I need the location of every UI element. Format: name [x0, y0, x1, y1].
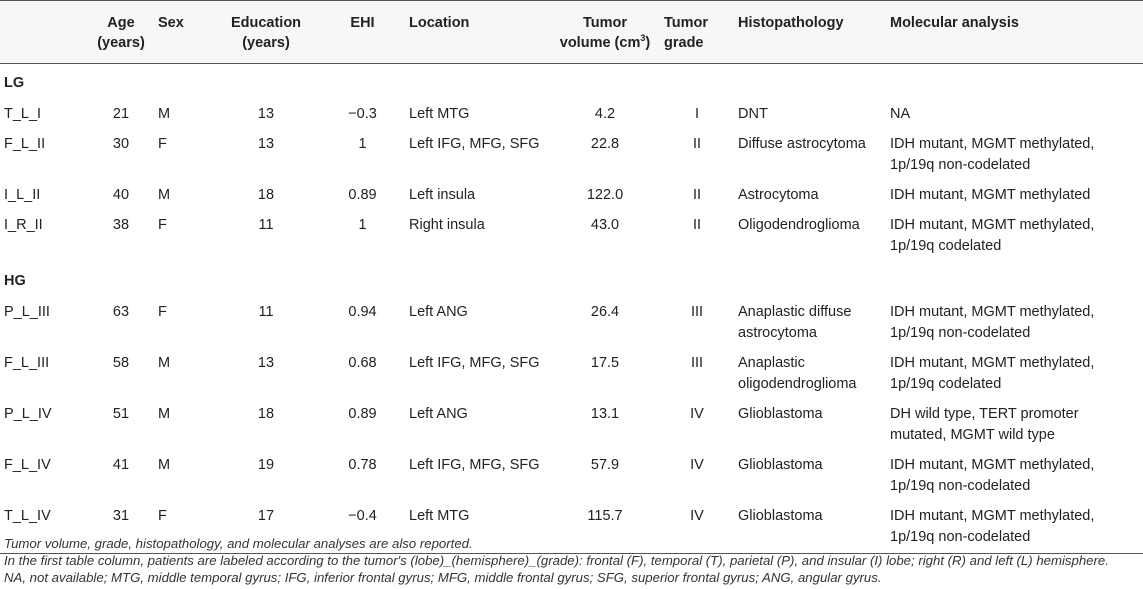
- mol-line-2: mutated, MGMT wild type: [890, 427, 1055, 443]
- cell-volume: 26.4: [590, 304, 620, 320]
- group-label: LG: [4, 75, 25, 91]
- histo-line-2: oligodendroglioma: [738, 376, 857, 392]
- cell-molecular: [886, 400, 1143, 451]
- cell-sex: F: [158, 217, 167, 233]
- cell-grade: I: [694, 106, 700, 122]
- cell-molecular: [886, 349, 1143, 400]
- cell-molecular: [886, 181, 1143, 211]
- cell-patient: F_L_III: [4, 355, 50, 371]
- cell-molecular: [886, 130, 1143, 181]
- cell-volume: 17.5: [590, 355, 620, 371]
- cell-age: 63: [112, 304, 130, 320]
- histo-line-1: Glioblastoma: [738, 457, 823, 473]
- cell-ehi: 0.89: [348, 406, 377, 422]
- header-histopathology: Histopathology: [738, 15, 844, 31]
- mol-line-2: 1p/19q codelated: [890, 238, 1002, 254]
- cell-volume: 43.0: [590, 217, 620, 233]
- footnote: NA, not available; MTG, middle temporal gyrus; IFG, inferior frontal gyrus; MFG, middle frontal gyrus; SFG, superior frontal gyrus; ANG, angular gyrus.: [4, 570, 882, 585]
- histo-line-2: astrocytoma: [738, 325, 817, 341]
- cell-ehi: 0.78: [348, 457, 377, 473]
- group-row: [0, 262, 1143, 298]
- cell-ehi: −0.3: [348, 106, 377, 122]
- cell-volume: 4.2: [594, 106, 616, 122]
- histo-line-1: Diffuse astrocytoma: [738, 136, 866, 152]
- footnote: In the first table column, patients are labeled according to the tumor's (lobe)_(hemisphere)_(grade): frontal (F), temporal (T), parietal (P), and insular (I) lobe; right (R) and left (L) hemisphere.: [4, 553, 1109, 568]
- cell-education: 18: [257, 187, 275, 203]
- histo-line-1: Glioblastoma: [738, 508, 823, 524]
- header-row: [0, 1, 1143, 64]
- cell-location: Left IFG, MFG, SFG: [409, 457, 540, 473]
- cell-grade: II: [692, 136, 702, 152]
- cell-grade: III: [690, 304, 704, 320]
- footnote: Tumor volume, grade, histopathology, and molecular analyses are also reported.: [4, 536, 473, 551]
- cell-histopathology: [734, 349, 886, 400]
- cell-education: 17: [257, 508, 275, 524]
- table-row: [0, 349, 1143, 400]
- cell-education: 13: [257, 106, 275, 122]
- mol-line-1: IDH mutant, MGMT methylated,: [890, 355, 1095, 371]
- cell-grade: III: [690, 355, 704, 371]
- mol-line-2: 1p/19q non-codelated: [890, 157, 1031, 173]
- cell-grade: IV: [690, 457, 704, 473]
- cell-education: 18: [257, 406, 275, 422]
- cell-ehi: 0.68: [348, 355, 377, 371]
- mol-line-1: DH wild type, TERT promoter: [890, 406, 1079, 422]
- cell-histopathology: [734, 181, 886, 211]
- cell-volume: 115.7: [587, 508, 623, 524]
- cell-sex: F: [158, 304, 167, 320]
- mol-line-1: IDH mutant, MGMT methylated: [890, 187, 1091, 203]
- header-age: Age (years): [97, 15, 145, 51]
- cell-ehi: 0.94: [348, 304, 377, 320]
- cell-location: Right insula: [409, 217, 485, 233]
- cell-histopathology: [734, 100, 886, 130]
- mol-line-1: NA: [890, 106, 911, 122]
- cell-molecular: [886, 451, 1143, 502]
- table-row: [0, 130, 1143, 181]
- cell-patient: P_L_IV: [4, 406, 52, 422]
- histo-line-1: Anaplastic: [738, 355, 805, 371]
- histo-line-1: Anaplastic diffuse: [738, 304, 852, 320]
- cell-age: 38: [112, 217, 130, 233]
- header-sex: Sex: [158, 15, 184, 31]
- cell-location: Left ANG: [409, 304, 468, 320]
- cell-patient: I_L_II: [4, 187, 41, 203]
- cell-molecular: [886, 211, 1143, 262]
- cell-patient: F_L_IV: [4, 457, 51, 473]
- header-tumor-grade: Tumor grade: [664, 15, 709, 51]
- cell-molecular: [886, 100, 1143, 130]
- cell-age: 58: [112, 355, 130, 371]
- table-row: [0, 298, 1143, 349]
- cell-patient: P_L_III: [4, 304, 50, 320]
- cell-grade: II: [692, 187, 702, 203]
- cell-education: 11: [258, 304, 274, 320]
- table-row: [0, 100, 1143, 130]
- cell-education: 13: [257, 136, 275, 152]
- cell-grade: IV: [690, 508, 704, 524]
- cell-volume: 22.8: [590, 136, 620, 152]
- table-row: [0, 400, 1143, 451]
- cell-patient: T_L_IV: [4, 508, 51, 524]
- cell-sex: M: [158, 457, 171, 473]
- table-row: [0, 211, 1143, 262]
- cell-volume: 13.1: [590, 406, 620, 422]
- mol-line-2: 1p/19q non-codelated: [890, 325, 1031, 341]
- header-education: Education (years): [230, 15, 302, 51]
- table-footnotes: [4, 535, 1109, 586]
- mol-line-1: IDH mutant, MGMT methylated,: [890, 304, 1095, 320]
- histo-line-1: Glioblastoma: [738, 406, 823, 422]
- cell-sex: M: [158, 106, 171, 122]
- cell-patient: T_L_I: [4, 106, 42, 122]
- mol-line-1: IDH mutant, MGMT methylated,: [890, 217, 1095, 233]
- header-ehi: EHI: [350, 15, 375, 31]
- cell-age: 21: [112, 106, 130, 122]
- header-location: Location: [409, 15, 470, 31]
- header-patient: [0, 1, 88, 64]
- cell-location: Left IFG, MFG, SFG: [409, 136, 540, 152]
- cell-location: Left insula: [409, 187, 476, 203]
- mol-line-2: 1p/19q non-codelated: [890, 529, 1031, 545]
- cell-ehi: −0.4: [348, 508, 377, 524]
- histo-line-1: DNT: [738, 106, 768, 122]
- cell-histopathology: [734, 130, 886, 181]
- cell-sex: M: [158, 355, 171, 371]
- histo-line-1: Oligodendroglioma: [738, 217, 860, 233]
- cell-histopathology: [734, 400, 886, 451]
- cell-education: 11: [258, 217, 274, 233]
- mol-line-1: IDH mutant, MGMT methylated,: [890, 136, 1095, 152]
- cell-histopathology: [734, 298, 886, 349]
- cell-volume: 122.0: [586, 187, 624, 203]
- cell-grade: II: [692, 217, 702, 233]
- histo-line-1: Astrocytoma: [738, 187, 819, 203]
- cell-age: 31: [112, 508, 130, 524]
- table-body: [0, 64, 1143, 554]
- cell-sex: M: [158, 406, 171, 422]
- cell-age: 41: [112, 457, 130, 473]
- group-row: [0, 64, 1143, 101]
- table-row: [0, 181, 1143, 211]
- mol-line-2: 1p/19q non-codelated: [890, 478, 1031, 494]
- cell-histopathology: [734, 211, 886, 262]
- cell-location: Left MTG: [409, 508, 470, 524]
- cell-volume: 57.9: [590, 457, 620, 473]
- cell-sex: M: [158, 187, 171, 203]
- cell-ehi: 1: [358, 136, 367, 152]
- cell-sex: F: [158, 508, 167, 524]
- mol-line-1: IDH mutant, MGMT methylated,: [890, 508, 1095, 524]
- cell-molecular: [886, 298, 1143, 349]
- cell-ehi: 1: [358, 217, 367, 233]
- cell-age: 40: [112, 187, 130, 203]
- header-tumor-volume: Tumor volume $(cm^3)$: [559, 15, 651, 51]
- cell-location: Left ANG: [409, 406, 468, 422]
- cell-sex: F: [158, 136, 167, 152]
- group-label: HG: [4, 273, 26, 289]
- cell-histopathology: [734, 451, 886, 502]
- cell-age: 30: [112, 136, 130, 152]
- cell-grade: IV: [690, 406, 704, 422]
- mol-line-2: 1p/19q codelated: [890, 376, 1002, 392]
- cell-patient: I_R_II: [4, 217, 43, 233]
- header-molecular: Molecular analysis: [890, 15, 1019, 31]
- cell-location: Left IFG, MFG, SFG: [409, 355, 540, 371]
- cell-age: 51: [112, 406, 130, 422]
- mol-line-1: IDH mutant, MGMT methylated,: [890, 457, 1095, 473]
- cell-location: Left MTG: [409, 106, 470, 122]
- table-row: [0, 451, 1143, 502]
- cell-education: 13: [257, 355, 275, 371]
- cell-patient: F_L_II: [4, 136, 46, 152]
- cell-education: 19: [257, 457, 275, 473]
- cell-ehi: 0.89: [348, 187, 377, 203]
